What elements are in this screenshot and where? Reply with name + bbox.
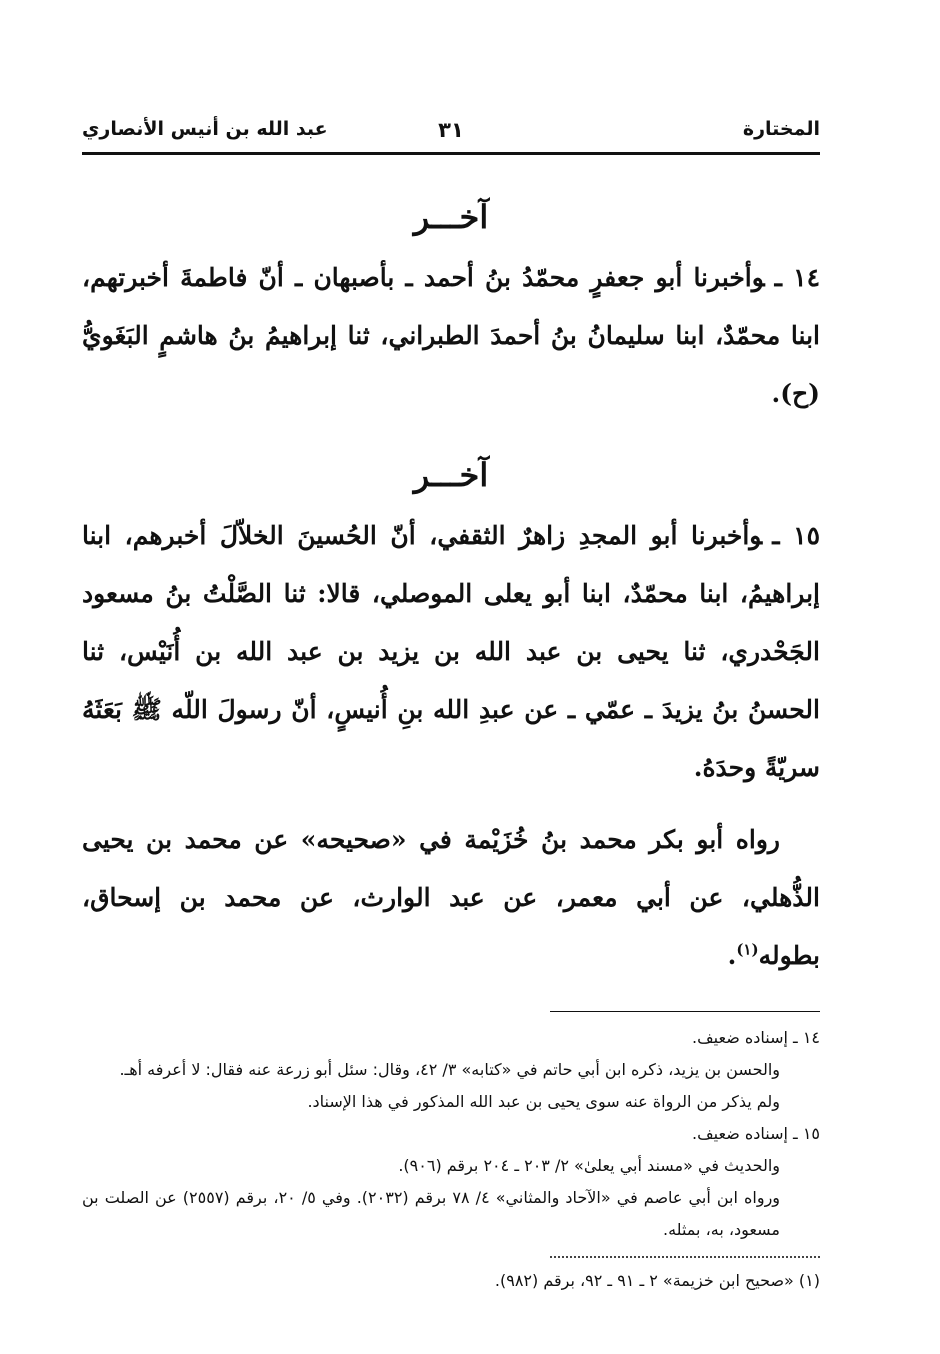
narration-end: . [727,941,737,970]
footnotes [82,1022,820,1246]
narration-text: رواه أبو بكر محمد بنُ خُزَيْمة في «صحيحه» عن محمد بن يحيى الذُّهلي، عن أبي معمر، عن عبد الوارث، عن محمد بن إسحاق، بطوله [82,825,820,970]
footnote-15-title: ١٥ ـ إسناده ضعيف. [692,1124,820,1143]
running-header [82,110,820,155]
hadith-number: ١٤ ـ [774,263,820,292]
hadith-text: وأخبرنا أبو جعفرٍ محمّدُ بنُ أحمد ـ بأصبهان ـ أنّ فاطمةَ أخبرتهم، ابنا محمّدٌ، ابنا سليمانُ بنُ أحمدَ الطبراني، ثنا إبراهيمُ بنُ هاشمٍ البَغَويُّ (ح). [82,263,820,408]
footnote-14-title: ١٤ ـ إسناده ضعيف. [692,1028,820,1047]
footnote-14-text: ولم يذكر من الرواة عنه سوى يحيى بن عبد الله المذكور في هذا الإسناد. [307,1092,780,1111]
page [82,110,820,1296]
section-heading-14: آخـــر [413,198,489,236]
page-number: ٣١ [438,118,464,142]
book-title: المختارة [742,118,820,140]
footnote-15-text: ورواه ابن أبي عاصم في «الآحاد والمثاني» ٤/ ٧٨ برقم (٢٠٣٢). وفي ٥/ ٢٠، برقم (٢٥٥٧) عن الصلت بن مسعود، به، بمثله. [82,1188,781,1239]
hadith-number: ١٥ ـ [772,521,820,550]
hadith-14 [82,249,820,423]
hadith-text: وأخبرنا أبو المجدِ زاهرٌ الثقفي، أنّ الحُسينَ الخلاّلَ أخبرهم، ابنا إبراهيمُ، ابنا محمّدٌ، ابنا أبو يعلى الموصلي، قالا: ثنا الصَّلْتُ بنُ مسعود الجَحْدري، ثنا يحيى بن عبد الله بن يزيد بن عبد الله بن أُنَيْس، ثنا الحسنُ بنُ يزيدَ ـ عمّي ـ عن عبدِ الله بنِ أُنيسٍ، أنّ رسولَ اللّه ﷺ بَعَثَهُ سريّةً وحدَهُ. [82,521,820,782]
footnote-divider [550,1011,820,1012]
endnote-divider [550,1256,820,1258]
narration-paragraph [82,811,820,985]
footnote-14-text: والحسن بن يزيد، ذكره ابن أبي حاتم في «كتابه» ٣/ ٤٢، وقال: سئل أبو زرعة عنه فقال: لا أعرفه أهـ. [119,1060,780,1079]
endnote: (١) «صحيح ابن خزيمة» ٢ ـ ٩١ ـ ٩٢، برقم (٩٨٢). [494,1271,820,1290]
footnote-reference[interactable]: (١) [736,940,759,959]
hadith-14-paragraph [82,249,820,423]
section-heading-15: آخـــر [413,456,489,494]
hadith-15 [82,507,820,797]
narration [82,811,820,985]
hadith-15-paragraph [82,507,820,797]
chapter-title: عبد الله بن أنيس الأنصاري [82,118,328,140]
footnote-15-text: والحديث في «مسند أبي يعلىٰ» ٢/ ٢٠٣ ـ ٢٠٤ برقم (٩٠٦). [398,1156,780,1175]
